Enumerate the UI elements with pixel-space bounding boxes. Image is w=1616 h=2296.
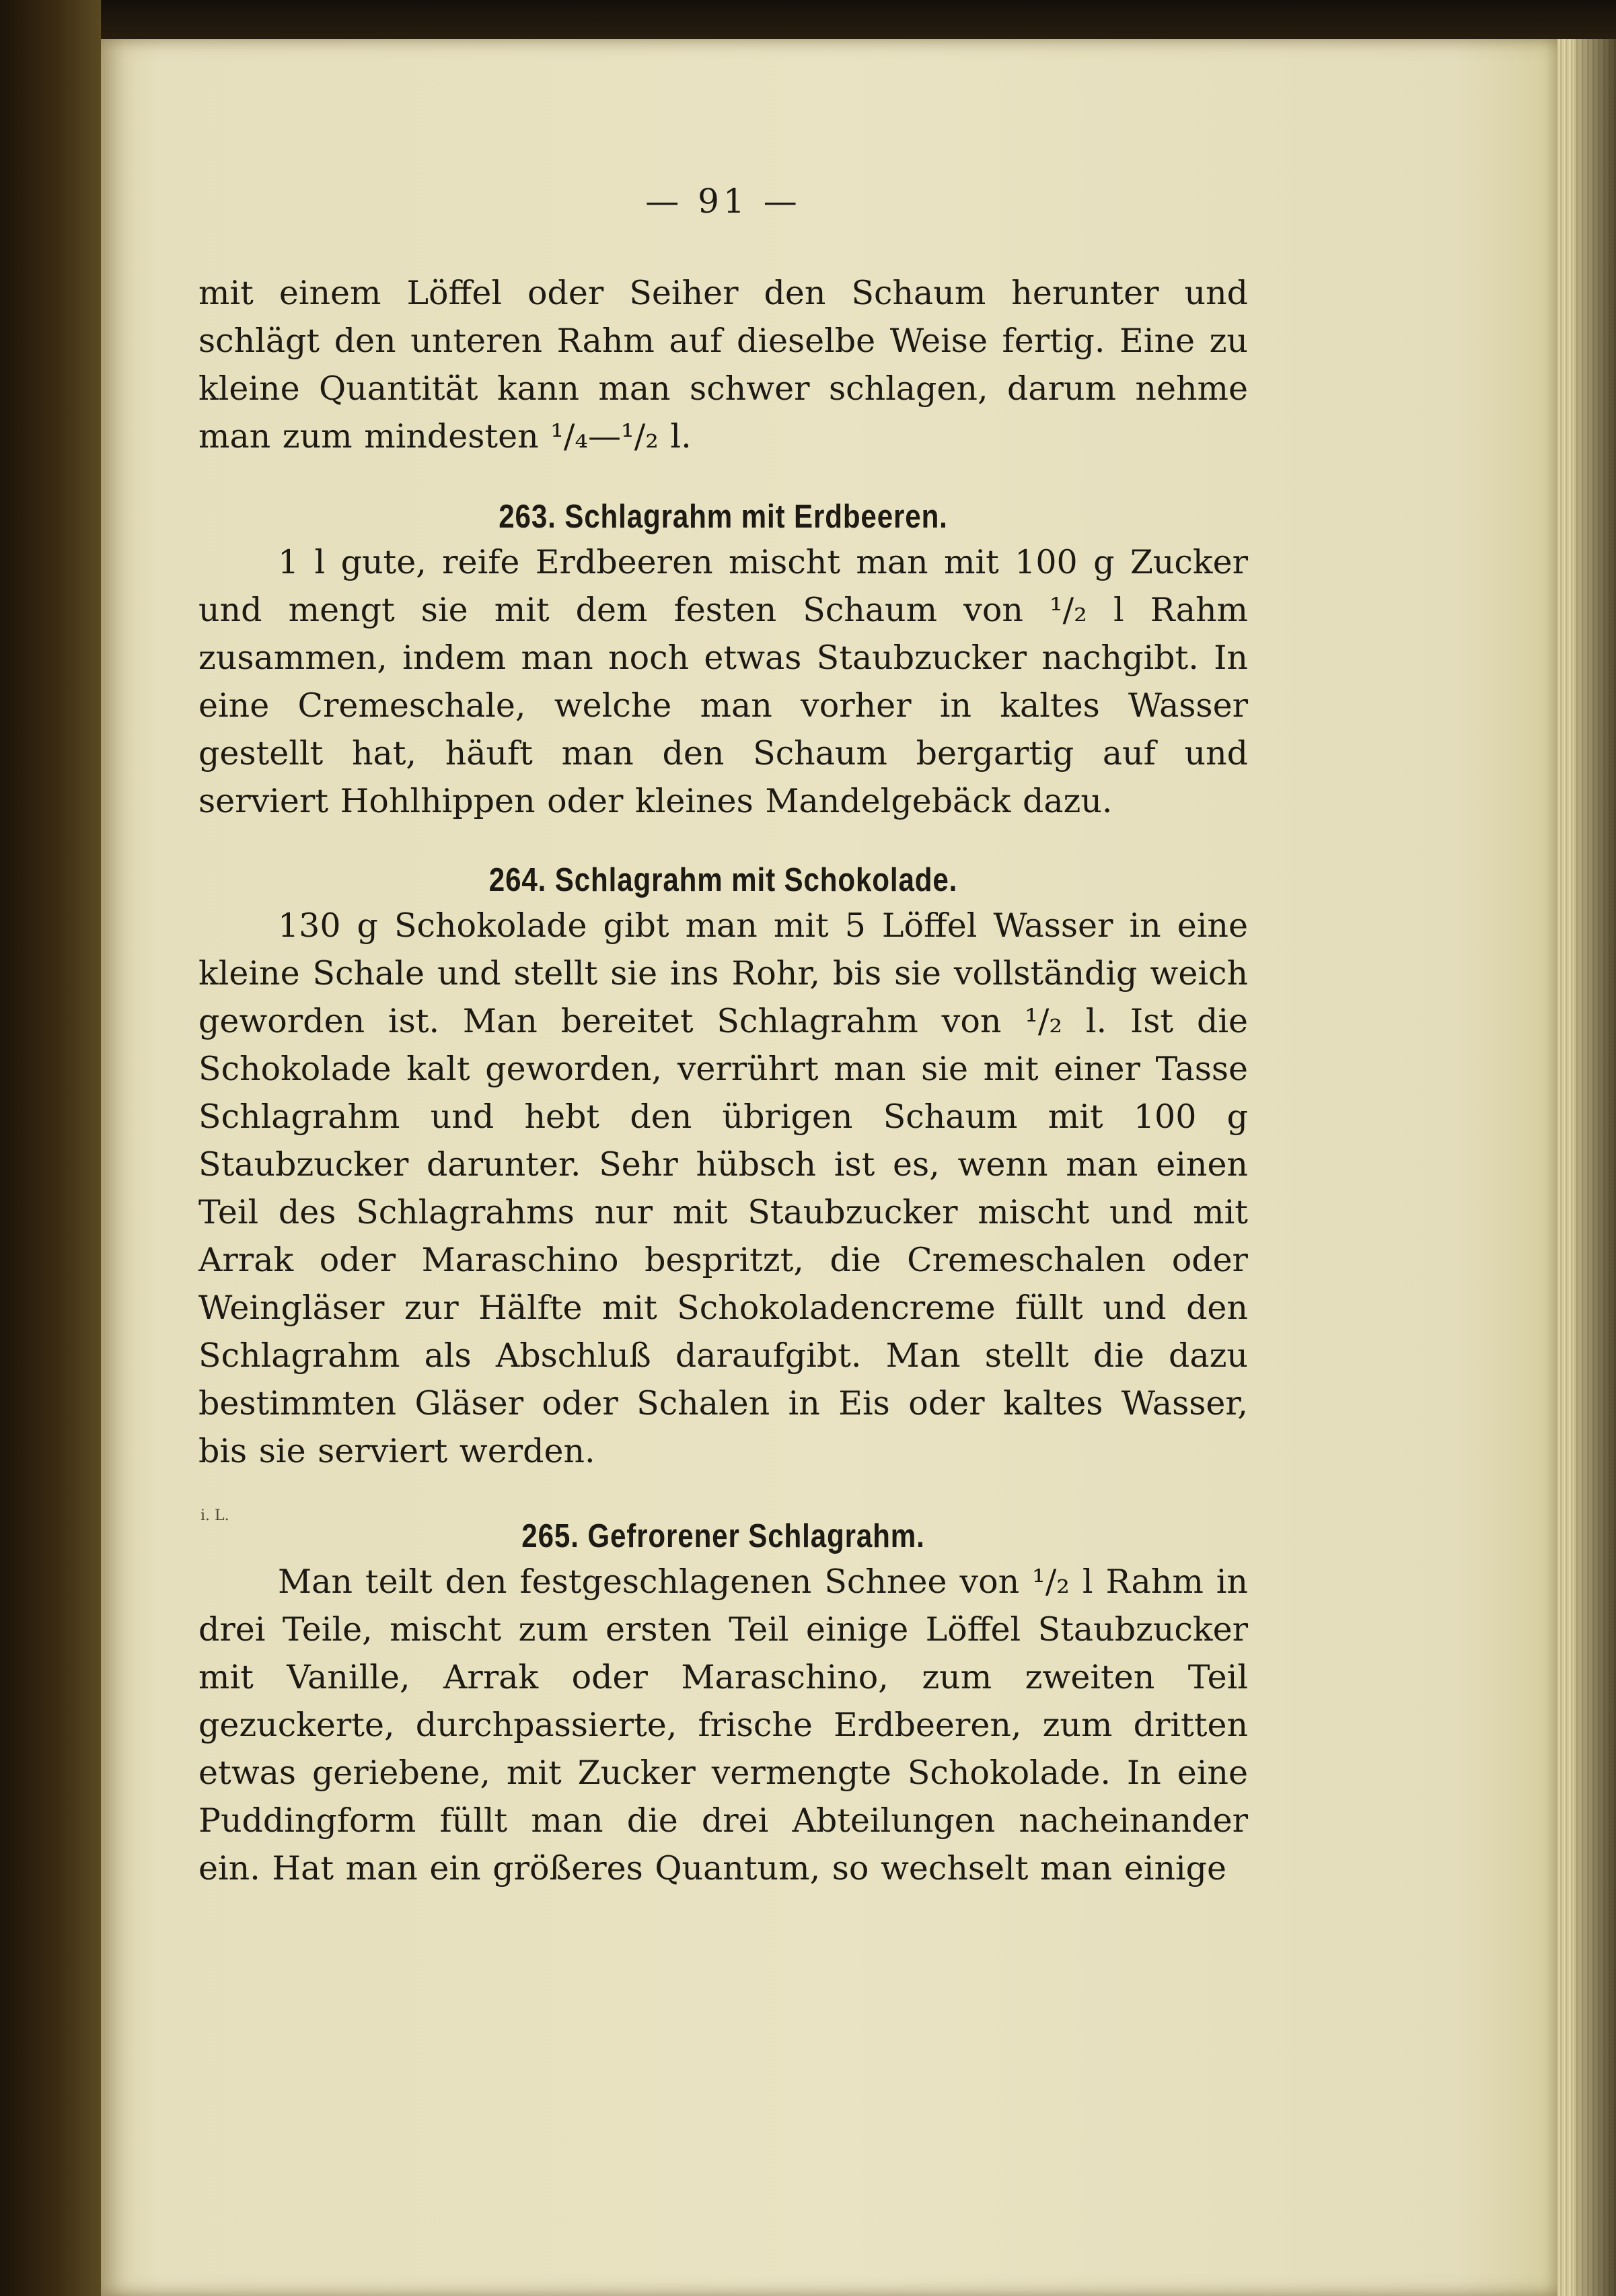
heading-265: 265. Gefrorener Schlagrahm. — [521, 1518, 925, 1554]
page-number: — 91 — — [645, 182, 801, 221]
paragraph-265: Man teilt den festgeschlagenen Schnee von ¹/₂ l Rahm in drei Teile, mischt zum ersten Teil einige Löffel Staubzucker mit Vanille, Arrak oder Maraschino, zum zweiten Teil gezuckerte, durchpassierte, frische Erdbeeren, zum dritten etwas geriebene, mit Zucker vermengte Schokolade. In eine Puddingform füllt man die drei Abteilungen nacheinander ein. Hat man ein größeres Quantum, so wechselt man einige — [198, 1563, 1248, 1888]
book-cover-left — [0, 0, 101, 2296]
heading-263: 263. Schlagrahm mit Erdbeeren. — [499, 499, 948, 535]
heading-264: 264. Schlagrahm mit Schokolade. — [488, 862, 958, 898]
page-block-shadow — [1574, 39, 1616, 2296]
margin-marks: i. L. — [200, 1507, 229, 1524]
paragraph-263: 1 l gute, reife Erdbeeren mischt man mit 100 g Zucker und mengt sie mit dem festen Schaum von ¹/₂ l Rahm zusammen, indem man noch etwas Staubzucker nachgibt. In eine Cremeschale, welche man vorher in kaltes Wasser gestellt hat, häuft man den Schaum bergartig auf und serviert Hohlhippen oder kleines Mandelgebäck dazu. — [198, 543, 1248, 820]
paragraph-264: 130 g Schokolade gibt man mit 5 Löffel Wasser in eine kleine Schale und stellt sie ins Rohr, bis sie vollständig weich geworden ist. Man bereitet Schlagrahm von ¹/₂ l. Ist die Schokolade kalt geworden, verrührt man sie mit einer Tasse Schlagrahm und hebt den übrigen Schaum mit 100 g Staubzucker darunter. Sehr hübsch ist es, wenn man einen Teil des Schlagrahms nur mit Staubzucker mischt und mit Arrak oder Maraschino bespritzt, die Cremeschalen oder Weingläser zur Hälfte mit Schokoladencreme füllt und den Schlagrahm als Abschluß daraufgibt. Man stellt die dazu bestimmten Gläser oder Schalen in Eis oder kaltes Wasser, bis sie serviert werden. — [198, 906, 1248, 1470]
paragraph-continuation: mit einem Löffel oder Seiher den Schaum herunter und schlägt den unteren Rahm auf dieselbe Weise fertig. Eine zu kleine Quantität kann man schwer schlagen, darum nehme man zum mindesten ¹/₄—¹/₂ l. — [198, 274, 1248, 456]
